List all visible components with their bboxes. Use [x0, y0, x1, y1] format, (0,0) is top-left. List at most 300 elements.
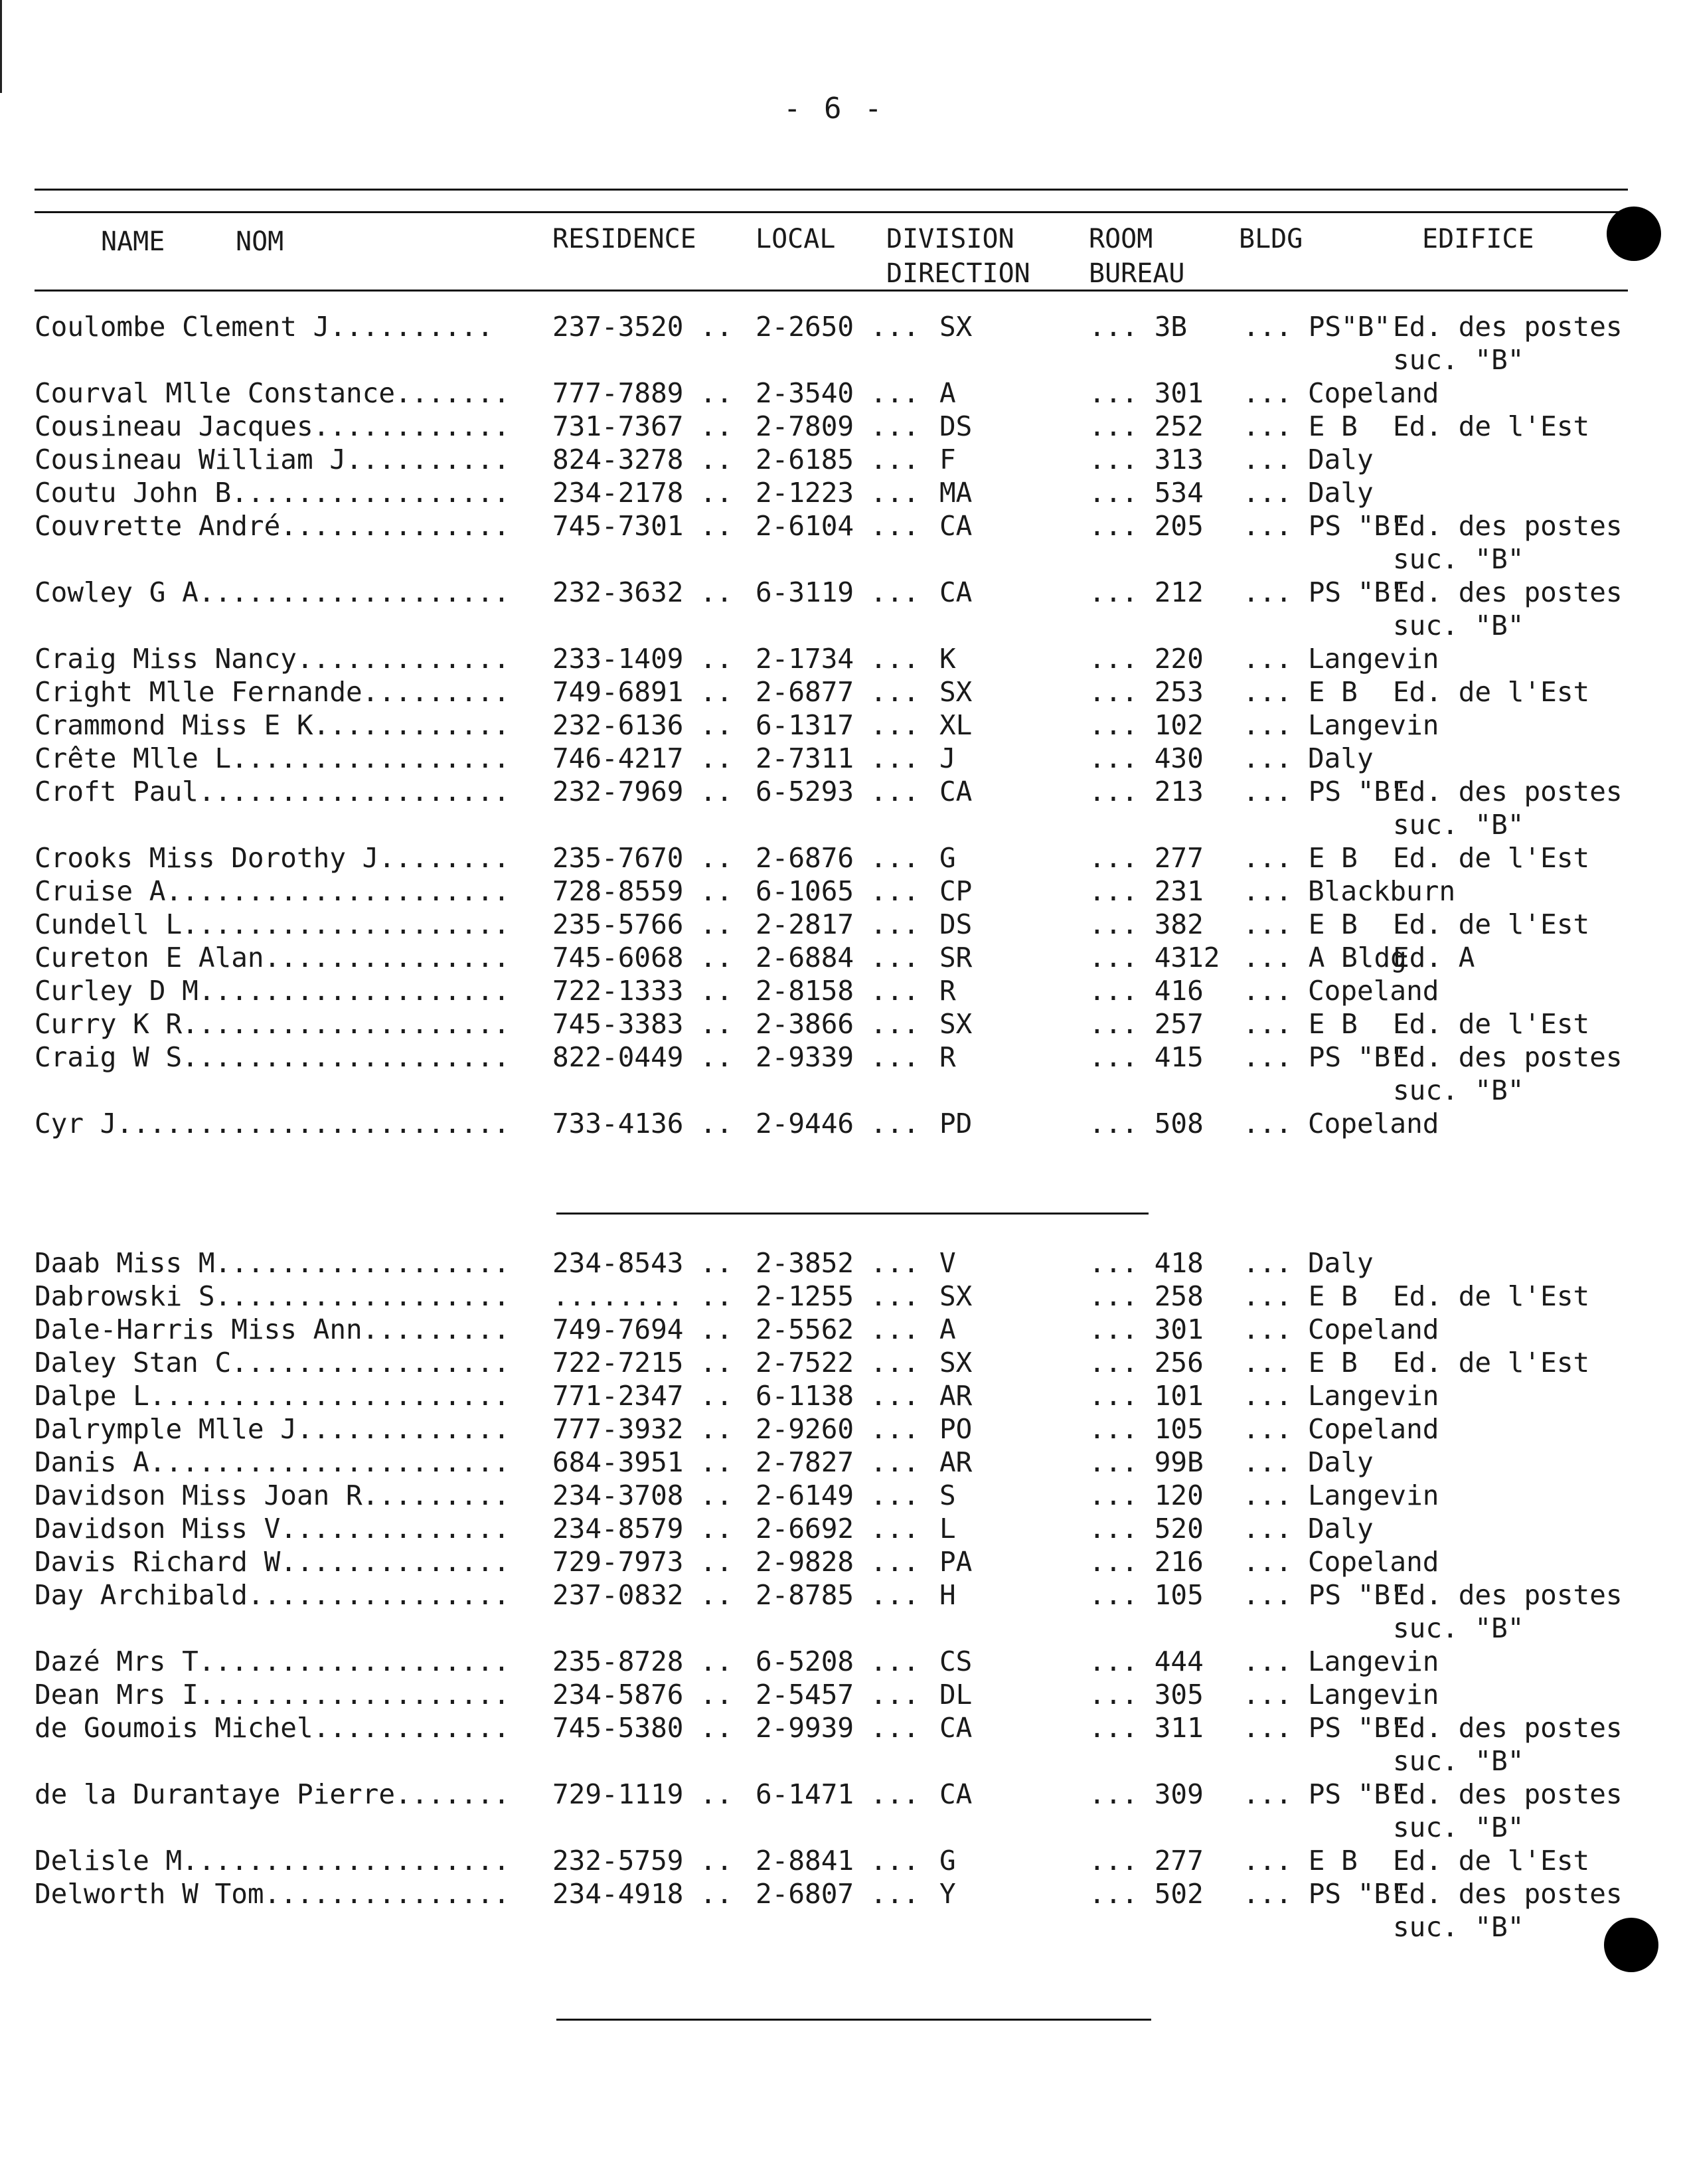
- entry-edifice: Ed. des postes: [1393, 1579, 1623, 1611]
- entry-edifice: Langevin: [1308, 709, 1439, 741]
- entry-division: CA: [939, 776, 973, 807]
- entry-room: ... 216: [1089, 1546, 1204, 1578]
- entry-edifice: Ed. des postes: [1393, 1041, 1623, 1073]
- entry-edifice: Ed. des postes: [1393, 776, 1623, 807]
- entry-bldg: ...: [1243, 1645, 1293, 1677]
- entry-edifice: Ed. de l'Est: [1393, 1280, 1590, 1312]
- section-separator: [556, 1213, 1149, 1215]
- table-row: [0, 973, 1683, 1008]
- entry-residence: 729-1119 ..: [552, 1778, 733, 1810]
- entry-room: ... 305: [1089, 1679, 1204, 1711]
- entry-residence: 745-5380 ..: [552, 1712, 733, 1744]
- entry-room: ... 253: [1089, 676, 1204, 708]
- entry-division: CA: [939, 1712, 973, 1744]
- entry-residence: ........ ..: [552, 1280, 733, 1312]
- entry-edifice: Langevin: [1308, 643, 1439, 675]
- entry-bldg: ...: [1243, 1679, 1293, 1711]
- entry-room: ... 301: [1089, 377, 1204, 409]
- table-row: [0, 708, 1683, 742]
- table-row: [0, 1412, 1683, 1446]
- entry-edifice: Copeland: [1308, 1413, 1439, 1445]
- entry-edifice: Ed. A: [1393, 942, 1475, 973]
- entry-edifice: Daly: [1308, 1446, 1374, 1478]
- entry-local: 2-9339 ...: [756, 1041, 920, 1073]
- entry-name: de la Durantaye Pierre.......: [35, 1778, 510, 1810]
- entry-division: XL: [939, 709, 973, 741]
- entry-bldg: ...: [1243, 975, 1293, 1007]
- entry-bldg: ... PS "B": [1243, 576, 1407, 608]
- table-row: [0, 774, 1683, 841]
- entry-edifice: Ed. des postes: [1393, 1712, 1623, 1744]
- entry-local: 2-6884 ...: [756, 942, 920, 973]
- entry-local: 2-7311 ...: [756, 742, 920, 774]
- entry-edifice-line2: suc. "B": [1393, 1074, 1524, 1106]
- table-row: [0, 1007, 1683, 1041]
- table-row: [0, 1711, 1683, 1777]
- entry-residence: 746-4217 ..: [552, 742, 733, 774]
- entry-bldg: ... PS "B": [1243, 1041, 1407, 1073]
- entry-name: Delworth W Tom...............: [35, 1878, 510, 1910]
- entry-residence: 745-6068 ..: [552, 942, 733, 973]
- entry-room: ... 105: [1089, 1579, 1204, 1611]
- entry-room: ... 502: [1089, 1878, 1204, 1910]
- entry-local: 2-6185 ...: [756, 444, 920, 475]
- entry-residence: 777-3932 ..: [552, 1413, 733, 1445]
- entry-division: Y: [939, 1878, 956, 1910]
- entry-room: ... 277: [1089, 1845, 1204, 1877]
- entry-residence: 234-5876 ..: [552, 1679, 733, 1711]
- entry-name: Curry K R....................: [35, 1008, 510, 1040]
- entry-residence: 234-2178 ..: [552, 477, 733, 509]
- entry-edifice-line2: suc. "B": [1393, 1811, 1524, 1843]
- entry-local: 2-9828 ...: [756, 1546, 920, 1578]
- entry-bldg: ...: [1243, 1108, 1293, 1139]
- entry-local: 6-1138 ...: [756, 1380, 920, 1412]
- entry-edifice: Ed. des postes: [1393, 510, 1623, 542]
- table-row: [0, 376, 1683, 410]
- entry-bldg: ...: [1243, 875, 1293, 907]
- entry-local: 2-7827 ...: [756, 1446, 920, 1478]
- entry-name: Davidson Miss Joan R.........: [35, 1479, 510, 1511]
- entry-room: ... 252: [1089, 410, 1204, 442]
- table-row: [0, 1478, 1683, 1513]
- entry-edifice: Copeland: [1308, 377, 1439, 409]
- entry-division: V: [939, 1247, 956, 1279]
- table-row: [0, 675, 1683, 709]
- entry-bldg: ... E B: [1243, 842, 1358, 874]
- table-row: [0, 442, 1683, 477]
- entry-name: Day Archibald................: [35, 1579, 510, 1611]
- entry-name: Craig W S....................: [35, 1041, 510, 1073]
- table-row: [0, 741, 1683, 776]
- entry-room: ... 231: [1089, 875, 1204, 907]
- entry-residence: 235-5766 ..: [552, 908, 733, 940]
- entry-name: Cundell L....................: [35, 908, 510, 940]
- entry-division: L: [939, 1513, 956, 1545]
- entry-room: ... 3B: [1089, 311, 1188, 343]
- entry-division: H: [939, 1579, 956, 1611]
- entry-division: DS: [939, 908, 973, 940]
- entry-residence: 233-1409 ..: [552, 643, 733, 675]
- entry-name: Daley Stan C.................: [35, 1347, 510, 1379]
- entry-name: Crammond Miss E K............: [35, 709, 510, 741]
- header-edifice: EDIFICE: [1422, 224, 1534, 254]
- entry-name: Coulombe Clement J..........: [35, 311, 494, 343]
- entry-residence: 722-7215 ..: [552, 1347, 733, 1379]
- entry-bldg: ... E B: [1243, 1347, 1358, 1379]
- table-row: [0, 940, 1683, 975]
- entry-bldg: ... A Bldg: [1243, 942, 1407, 973]
- entry-edifice: Daly: [1308, 742, 1374, 774]
- entry-residence: 777-7889 ..: [552, 377, 733, 409]
- entry-edifice: Ed. de l'Est: [1393, 1347, 1590, 1379]
- entry-division: R: [939, 975, 956, 1007]
- entry-room: ... 313: [1089, 444, 1204, 475]
- entry-local: 2-5457 ...: [756, 1679, 920, 1711]
- entry-room: ... 105: [1089, 1413, 1204, 1445]
- entry-residence: 722-1333 ..: [552, 975, 733, 1007]
- entry-room: ... 534: [1089, 477, 1204, 509]
- table-row: [0, 575, 1683, 641]
- entry-local: 2-9446 ...: [756, 1108, 920, 1139]
- entry-edifice: Ed. de l'Est: [1393, 676, 1590, 708]
- entry-bldg: ...: [1243, 1446, 1293, 1478]
- entry-bldg: ... E B: [1243, 1008, 1358, 1040]
- table-row: [0, 1578, 1683, 1644]
- entry-local: 2-2817 ...: [756, 908, 920, 940]
- entry-residence: 728-8559 ..: [552, 875, 733, 907]
- entry-bldg: ...: [1243, 1546, 1293, 1578]
- entry-name: Davidson Miss V..............: [35, 1513, 510, 1545]
- entry-edifice: Langevin: [1308, 1645, 1439, 1677]
- entry-bldg: ...: [1243, 643, 1293, 675]
- entry-edifice: Daly: [1308, 477, 1374, 509]
- table-row: [0, 1511, 1683, 1546]
- table-row: [0, 409, 1683, 444]
- entry-division: CA: [939, 576, 973, 608]
- entry-local: 2-8841 ...: [756, 1845, 920, 1877]
- entry-name: Croft Paul...................: [35, 776, 510, 807]
- header-rule-bottom: [35, 290, 1628, 292]
- entry-residence: 729-7973 ..: [552, 1546, 733, 1578]
- entry-division: SX: [939, 1280, 973, 1312]
- entry-name: Delisle M....................: [35, 1845, 510, 1877]
- table-row: [0, 841, 1683, 875]
- header-direction: DIRECTION: [886, 258, 1030, 289]
- header-nom: NOM: [236, 226, 284, 257]
- entry-room: ... 256: [1089, 1347, 1204, 1379]
- entry-residence: 234-4918 ..: [552, 1878, 733, 1910]
- entry-name: Dabrowski S..................: [35, 1280, 510, 1312]
- entry-local: 6-3119 ...: [756, 576, 920, 608]
- table-row: [0, 1040, 1683, 1106]
- table-row: [0, 475, 1683, 510]
- entry-room: ... 4312: [1089, 942, 1220, 973]
- entry-residence: 235-8728 ..: [552, 1645, 733, 1677]
- entry-bldg: ... E B: [1243, 1280, 1358, 1312]
- header-division: DIVISION: [886, 224, 1014, 254]
- table-row: [0, 509, 1683, 575]
- entry-bldg: ...: [1243, 709, 1293, 741]
- entry-local: 2-1255 ...: [756, 1280, 920, 1312]
- entry-edifice: Ed. de l'Est: [1393, 1845, 1590, 1877]
- entry-division: CS: [939, 1645, 973, 1677]
- entry-local: 6-5293 ...: [756, 776, 920, 807]
- entry-division: CA: [939, 510, 973, 542]
- entry-edifice-line2: suc. "B": [1393, 610, 1524, 641]
- entry-name: Crooks Miss Dorothy J........: [35, 842, 510, 874]
- entry-residence: 234-8543 ..: [552, 1247, 733, 1279]
- entry-edifice: Langevin: [1308, 1380, 1439, 1412]
- entry-local: 2-7809 ...: [756, 410, 920, 442]
- entry-room: ... 257: [1089, 1008, 1204, 1040]
- entry-edifice-line2: suc. "B": [1393, 344, 1524, 376]
- entry-residence: 235-7670 ..: [552, 842, 733, 874]
- header-residence: RESIDENCE: [552, 224, 696, 254]
- entry-local: 2-9939 ...: [756, 1712, 920, 1744]
- entry-edifice: Ed. de l'Est: [1393, 410, 1590, 442]
- footer-separator: [556, 2019, 1151, 2021]
- entry-room: ... 277: [1089, 842, 1204, 874]
- entry-bldg: ... E B: [1243, 908, 1358, 940]
- entry-residence: 232-7969 ..: [552, 776, 733, 807]
- entry-name: Courval Mlle Constance.......: [35, 377, 510, 409]
- entry-room: ... 309: [1089, 1778, 1204, 1810]
- entry-name: Curley D M...................: [35, 975, 510, 1007]
- table-row: [0, 1644, 1683, 1679]
- entry-bldg: ... PS "B": [1243, 1579, 1407, 1611]
- entry-room: ... 212: [1089, 576, 1204, 608]
- entry-room: ... 418: [1089, 1247, 1204, 1279]
- entry-name: Dale-Harris Miss Ann.........: [35, 1313, 510, 1345]
- entry-edifice: Copeland: [1308, 1108, 1439, 1139]
- entry-name: Daab Miss M..................: [35, 1247, 510, 1279]
- entry-division: SR: [939, 942, 973, 973]
- entry-local: 2-1734 ...: [756, 643, 920, 675]
- table-row: [0, 1445, 1683, 1479]
- entry-division: G: [939, 842, 956, 874]
- entry-edifice-line2: suc. "B": [1393, 1612, 1524, 1644]
- entry-name: Crête Mlle L.................: [35, 742, 510, 774]
- entry-name: Dalpe L......................: [35, 1380, 510, 1412]
- entry-name: Dazé Mrs T...................: [35, 1645, 510, 1677]
- entry-name: Cruise A.....................: [35, 875, 510, 907]
- entry-name: Cousineau Jacques............: [35, 410, 510, 442]
- entry-room: ... 444: [1089, 1645, 1204, 1677]
- entry-residence: 232-6136 ..: [552, 709, 733, 741]
- entry-local: 2-8158 ...: [756, 975, 920, 1007]
- entry-name: Dalrymple Mlle J.............: [35, 1413, 510, 1445]
- entry-local: 2-3866 ...: [756, 1008, 920, 1040]
- scan-edge: [0, 0, 2, 93]
- entry-room: ... 213: [1089, 776, 1204, 807]
- entry-bldg: ...: [1243, 1479, 1293, 1511]
- entry-edifice: Daly: [1308, 1247, 1374, 1279]
- entry-room: ... 205: [1089, 510, 1204, 542]
- entry-division: PA: [939, 1546, 973, 1578]
- entry-local: 2-1223 ...: [756, 477, 920, 509]
- entry-name: Cyr J........................: [35, 1108, 510, 1139]
- table-row: [0, 907, 1683, 942]
- entry-edifice: Ed. de l'Est: [1393, 908, 1590, 940]
- entry-bldg: ...: [1243, 1380, 1293, 1412]
- entry-name: Danis A......................: [35, 1446, 510, 1478]
- entry-residence: 745-3383 ..: [552, 1008, 733, 1040]
- entry-edifice-line2: suc. "B": [1393, 1911, 1524, 1943]
- table-row: [0, 1279, 1683, 1313]
- entry-division: SX: [939, 1347, 973, 1379]
- page-number: - 6 -: [783, 92, 885, 126]
- entry-local: 2-9260 ...: [756, 1413, 920, 1445]
- entry-edifice: Daly: [1308, 1513, 1374, 1545]
- entry-division: F: [939, 444, 956, 475]
- entry-edifice: Ed. de l'Est: [1393, 842, 1590, 874]
- entry-residence: 822-0449 ..: [552, 1041, 733, 1073]
- entry-name: Cousineau William J..........: [35, 444, 510, 475]
- entry-bldg: ... PS "B": [1243, 1878, 1407, 1910]
- entry-local: 2-6876 ...: [756, 842, 920, 874]
- entry-room: ... 508: [1089, 1108, 1204, 1139]
- entry-name: Cright Mlle Fernande.........: [35, 676, 510, 708]
- header-name: NAME: [101, 226, 165, 257]
- entry-edifice: Copeland: [1308, 975, 1439, 1007]
- entry-division: S: [939, 1479, 956, 1511]
- entry-name: Cowley G A...................: [35, 576, 510, 608]
- entry-division: A: [939, 1313, 956, 1345]
- entry-residence: 234-3708 ..: [552, 1479, 733, 1511]
- entry-division: DL: [939, 1679, 973, 1711]
- table-row: [0, 1312, 1683, 1347]
- entry-bldg: ...: [1243, 444, 1293, 475]
- table-row: [0, 1677, 1683, 1712]
- entry-room: ... 301: [1089, 1313, 1204, 1345]
- entry-residence: 824-3278 ..: [552, 444, 733, 475]
- entry-residence: 749-7694 ..: [552, 1313, 733, 1345]
- entry-edifice-line2: suc. "B": [1393, 809, 1524, 841]
- entry-room: ... 99B: [1089, 1446, 1204, 1478]
- entry-edifice: Langevin: [1308, 1479, 1439, 1511]
- entry-division: PO: [939, 1413, 973, 1445]
- entry-division: K: [939, 643, 956, 675]
- entry-name: Cureton E Alan...............: [35, 942, 510, 973]
- entry-residence: 237-3520 ..: [552, 311, 733, 343]
- entry-local: 2-2650 ...: [756, 311, 920, 343]
- table-row: [0, 1843, 1683, 1878]
- entry-room: ... 220: [1089, 643, 1204, 675]
- table-row: [0, 874, 1683, 908]
- entry-edifice: Langevin: [1308, 1679, 1439, 1711]
- entry-bldg: ...: [1243, 1413, 1293, 1445]
- table-row: [0, 1345, 1683, 1380]
- entry-division: CP: [939, 875, 973, 907]
- entry-division: SX: [939, 676, 973, 708]
- table-row: [0, 641, 1683, 676]
- entry-division: A: [939, 377, 956, 409]
- entry-residence: 232-3632 ..: [552, 576, 733, 608]
- entry-division: J: [939, 742, 956, 774]
- entry-residence: 733-4136 ..: [552, 1108, 733, 1139]
- entry-local: 6-1471 ...: [756, 1778, 920, 1810]
- table-row: [0, 1379, 1683, 1413]
- entry-bldg: ... PS"B": [1243, 311, 1391, 343]
- entry-name: Couvrette André..............: [35, 510, 510, 542]
- entry-bldg: ... PS "B": [1243, 776, 1407, 807]
- entry-local: 2-3852 ...: [756, 1247, 920, 1279]
- header-bldg: BLDG: [1239, 224, 1303, 254]
- entry-division: MA: [939, 477, 973, 509]
- entry-edifice: Copeland: [1308, 1546, 1439, 1578]
- entry-residence: 731-7367 ..: [552, 410, 733, 442]
- entry-local: 2-6877 ...: [756, 676, 920, 708]
- entry-local: 2-6104 ...: [756, 510, 920, 542]
- entry-division: AR: [939, 1446, 973, 1478]
- entry-division: SX: [939, 311, 973, 343]
- entry-bldg: ... E B: [1243, 1845, 1358, 1877]
- table-row: [0, 1106, 1683, 1141]
- entry-bldg: ...: [1243, 742, 1293, 774]
- entry-name: Davis Richard W..............: [35, 1546, 510, 1578]
- entry-room: ... 101: [1089, 1380, 1204, 1412]
- punch-hole-bottom: [1604, 1918, 1658, 1972]
- entry-bldg: ... E B: [1243, 676, 1358, 708]
- entry-division: CA: [939, 1778, 973, 1810]
- entry-edifice: Daly: [1308, 444, 1374, 475]
- entry-room: ... 258: [1089, 1280, 1204, 1312]
- entry-division: AR: [939, 1380, 973, 1412]
- entry-edifice-line2: suc. "B": [1393, 1745, 1524, 1777]
- entry-edifice: Ed. des postes: [1393, 311, 1623, 343]
- entry-bldg: ...: [1243, 1247, 1293, 1279]
- entry-bldg: ...: [1243, 477, 1293, 509]
- entry-name: Craig Miss Nancy.............: [35, 643, 510, 675]
- entry-local: 6-1065 ...: [756, 875, 920, 907]
- entry-division: DS: [939, 410, 973, 442]
- entry-local: 2-8785 ...: [756, 1579, 920, 1611]
- entry-local: 2-3540 ...: [756, 377, 920, 409]
- entry-edifice: Blackburn: [1308, 875, 1456, 907]
- entry-local: 2-5562 ...: [756, 1313, 920, 1345]
- entry-local: 6-1317 ...: [756, 709, 920, 741]
- table-row: [0, 309, 1683, 376]
- entry-bldg: ...: [1243, 377, 1293, 409]
- header-bureau: BUREAU: [1089, 258, 1185, 289]
- entry-local: 6-5208 ...: [756, 1645, 920, 1677]
- entry-local: 2-6692 ...: [756, 1513, 920, 1545]
- table-row: [0, 1777, 1683, 1843]
- header-rule-top: [35, 189, 1628, 191]
- entry-residence: 745-7301 ..: [552, 510, 733, 542]
- entry-room: ... 382: [1089, 908, 1204, 940]
- entry-local: 2-6149 ...: [756, 1479, 920, 1511]
- entry-edifice: Ed. de l'Est: [1393, 1008, 1590, 1040]
- entry-room: ... 415: [1089, 1041, 1204, 1073]
- entry-division: SX: [939, 1008, 973, 1040]
- entry-name: de Goumois Michel............: [35, 1712, 510, 1744]
- table-row: [0, 1246, 1683, 1280]
- entry-local: 2-6807 ...: [756, 1878, 920, 1910]
- entry-name: Coutu John B.................: [35, 477, 510, 509]
- entry-residence: 749-6891 ..: [552, 676, 733, 708]
- entry-division: PD: [939, 1108, 973, 1139]
- entry-edifice: Ed. des postes: [1393, 1878, 1623, 1910]
- entry-local: 2-7522 ...: [756, 1347, 920, 1379]
- entry-bldg: ... E B: [1243, 410, 1358, 442]
- entry-residence: 234-8579 ..: [552, 1513, 733, 1545]
- entry-room: ... 102: [1089, 709, 1204, 741]
- entry-bldg: ... PS "B": [1243, 1712, 1407, 1744]
- entry-edifice: Copeland: [1308, 1313, 1439, 1345]
- entry-room: ... 430: [1089, 742, 1204, 774]
